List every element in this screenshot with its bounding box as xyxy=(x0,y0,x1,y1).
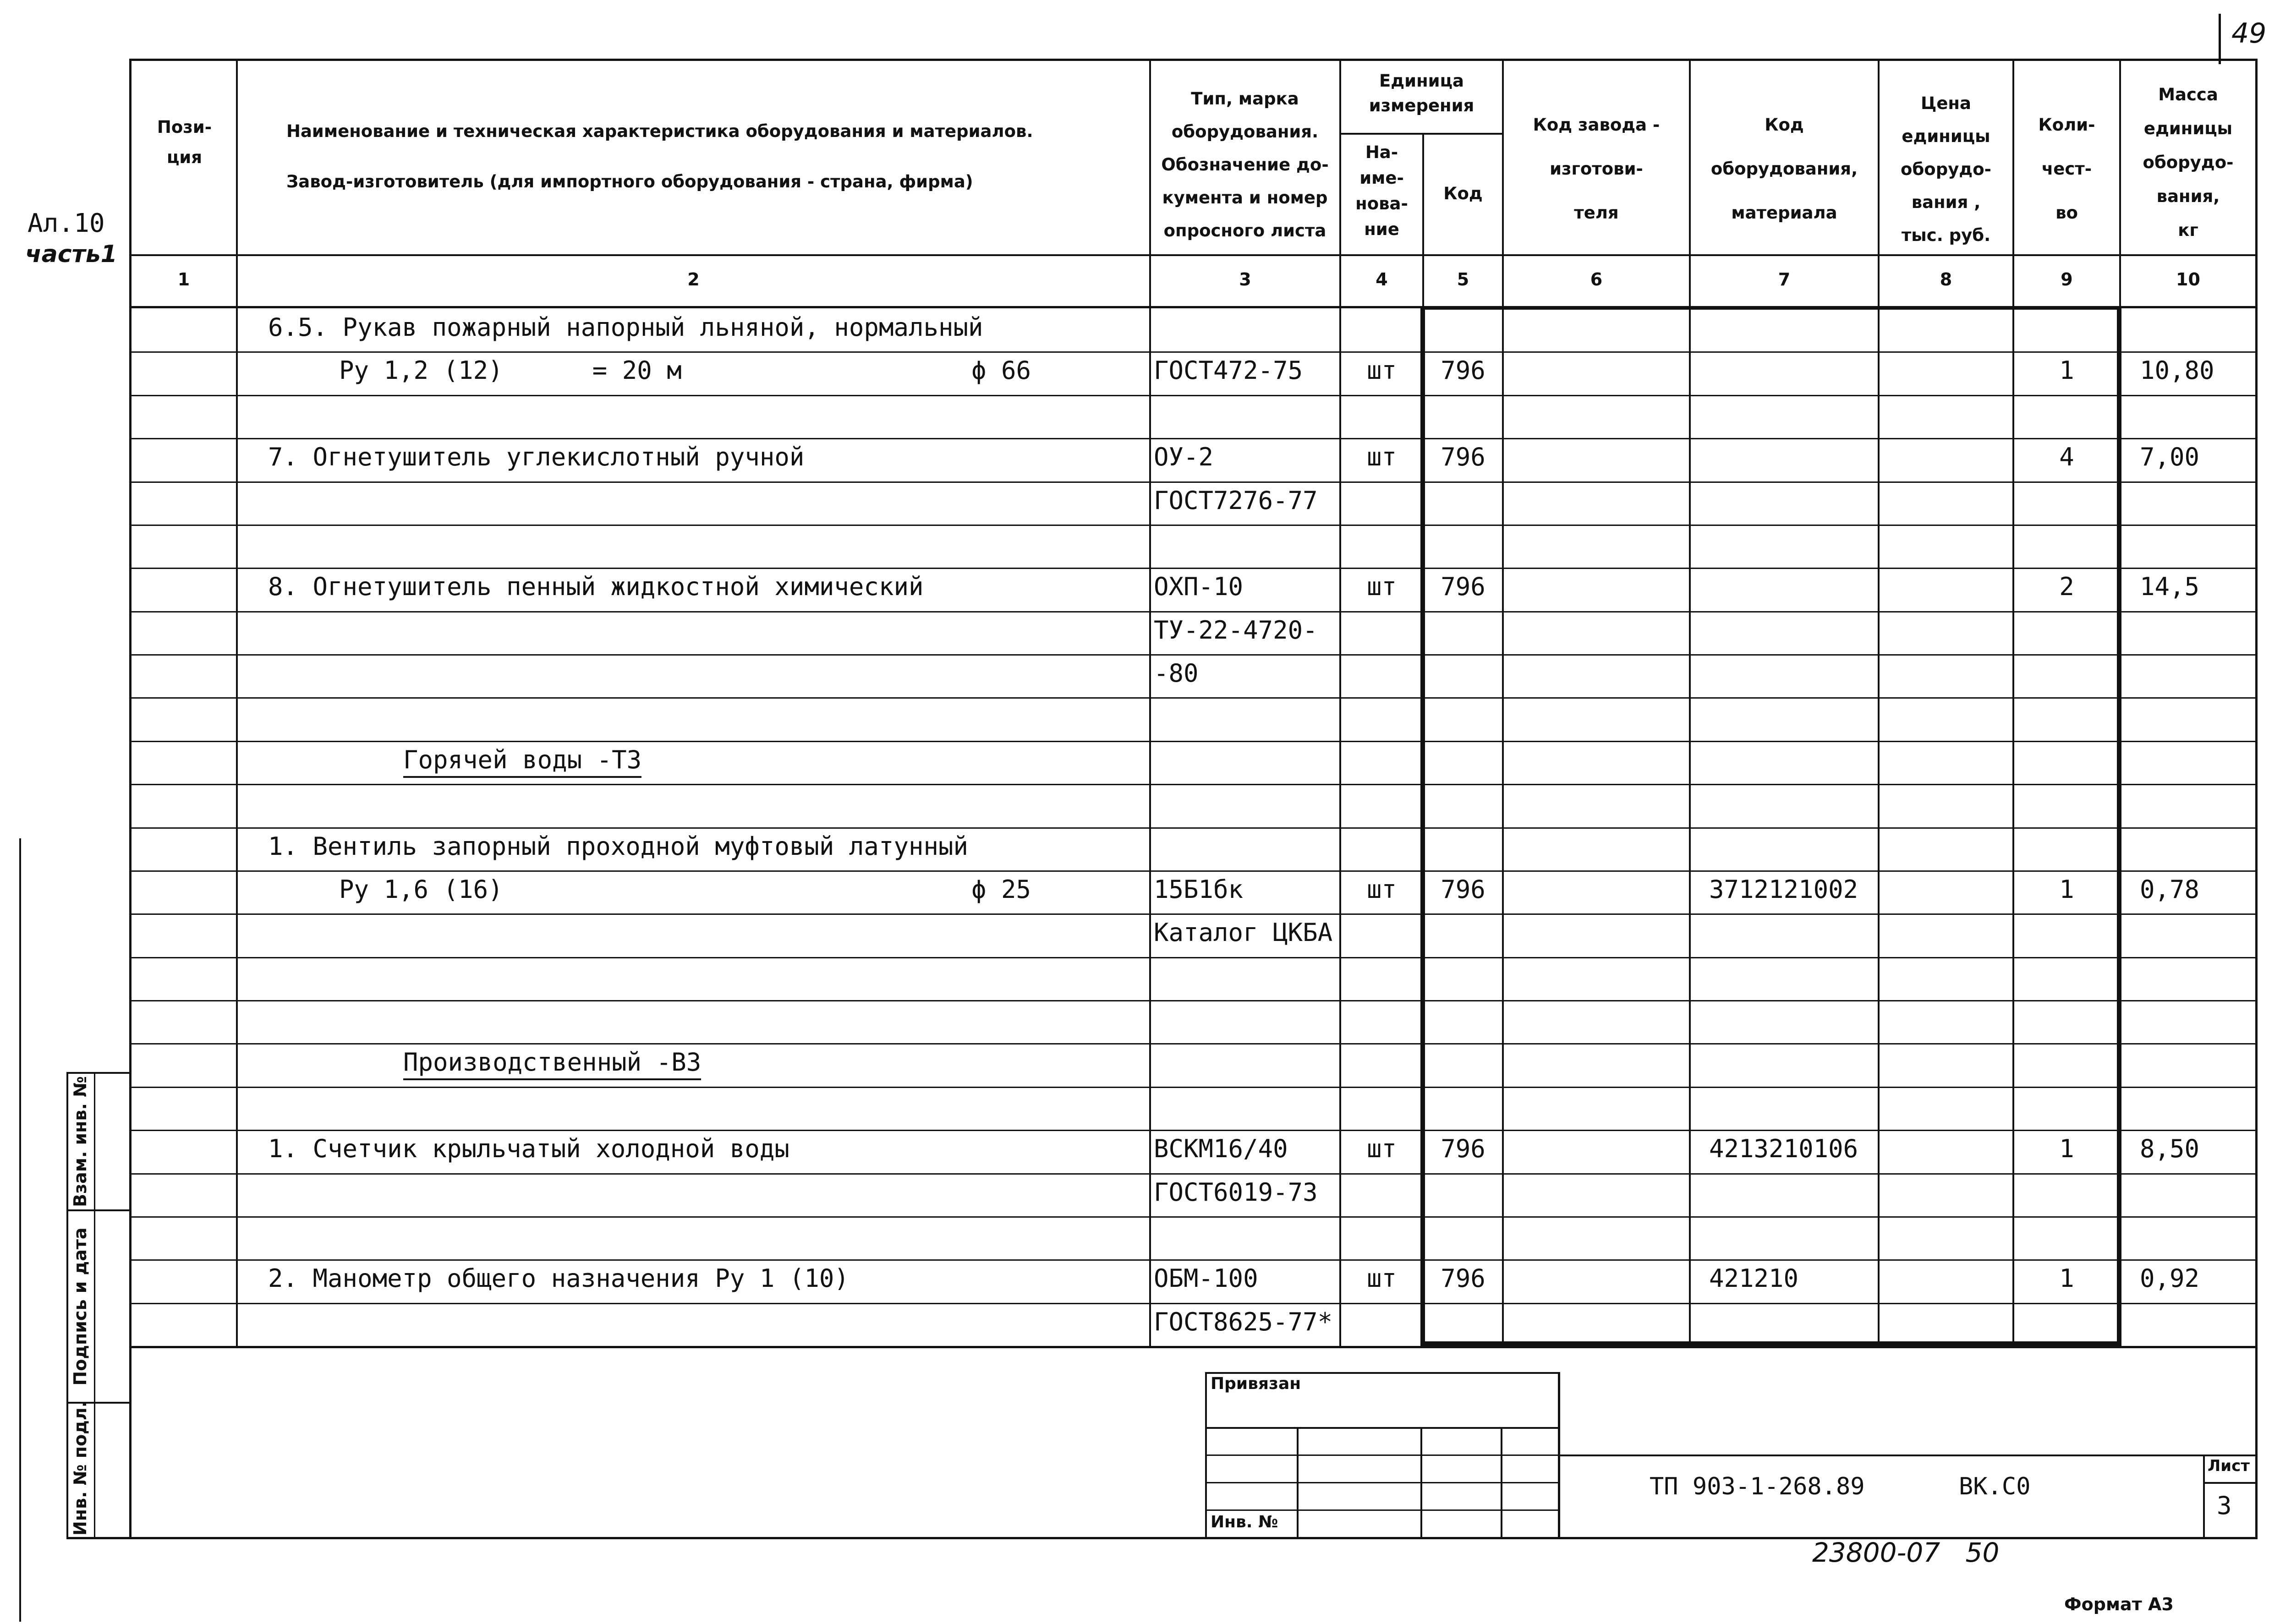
cell-unit: шт xyxy=(1366,356,1397,385)
colnum-10: 10 xyxy=(2176,269,2200,290)
page-number: 49 xyxy=(2231,17,2267,49)
colnum-6: 6 xyxy=(1590,269,1603,290)
document-number: ТП 903-1-268.89 xyxy=(1650,1473,1865,1500)
stamp-inv-label: Инв. № xyxy=(1211,1513,1278,1531)
stamp-signature-date: Подпись и дата xyxy=(70,1227,90,1386)
cell-qty: 2 xyxy=(2059,572,2074,601)
cell-mass: 8,50 xyxy=(2140,1134,2200,1163)
header-unit-name: На- име- нова- ние xyxy=(1355,142,1408,239)
header-position: Пози- ция xyxy=(157,117,212,167)
cell-type: ТУ-22-4720- xyxy=(1154,616,1318,645)
cell-name: 7. Огнетушитель углекислотный ручной xyxy=(268,443,805,471)
cell-type: Каталог ЦКБА xyxy=(1154,918,1333,947)
stamp-privyazan: Привязан xyxy=(1211,1374,1301,1393)
cell-equip: 3712121002 xyxy=(1709,875,1858,904)
cell-unit: шт xyxy=(1366,1134,1397,1163)
colnum-1: 1 xyxy=(177,269,190,290)
colnum-9: 9 xyxy=(2061,269,2073,290)
header-type: Тип, марка оборудования. Обозначение до- кумента и номер опросного листа xyxy=(1161,89,1329,241)
cell-name: 8. Огнетушитель пенный жидкостной химический xyxy=(268,572,924,601)
cell-equip: 421210 xyxy=(1709,1264,1799,1293)
cell-code: 796 xyxy=(1441,1264,1485,1293)
colnum-4: 4 xyxy=(1376,269,1388,290)
colnum-8: 8 xyxy=(1940,269,1952,290)
header-unit-code: Код xyxy=(1443,184,1483,203)
cell-name: 1. Вентиль запорный проходной муфтовый латунный xyxy=(268,832,969,861)
header-name: Наименование и техническая характеристика оборудования и материалов. Завод-изготовитель (для импортного оборудования - страна, фирма) xyxy=(286,121,1033,191)
header-price: Цена единицы оборудо- вания , тыс. руб. xyxy=(1901,93,1991,245)
cell-name: 1. Счетчик крыльчатый холодной воды xyxy=(268,1134,789,1163)
cell-mass: 14,5 xyxy=(2140,572,2200,601)
cell-type: ОБМ-100 xyxy=(1154,1264,1258,1293)
cell-unit: шт xyxy=(1366,875,1397,904)
cell-qty: 1 xyxy=(2059,1264,2074,1293)
cell-type: ВСКМ16/40 xyxy=(1154,1134,1288,1163)
cell-type: ГОСТ8625-77* xyxy=(1154,1307,1333,1336)
header-mass: Масса единицы оборудо- вания, кг xyxy=(2143,85,2234,240)
header-unit-group: Единица измерения xyxy=(1369,71,1474,115)
cell-mass: 7,00 xyxy=(2140,443,2200,471)
cell-qty: 1 xyxy=(2059,875,2074,904)
document-mark: ВК.С0 xyxy=(1959,1473,2031,1500)
colnum-5: 5 xyxy=(1457,269,1469,290)
cell-mass: 0,92 xyxy=(2140,1264,2200,1293)
part-label: часть1 xyxy=(25,241,117,268)
cell-qty: 4 xyxy=(2059,443,2074,471)
colnum-2: 2 xyxy=(687,269,700,290)
album-label: Ал.10 xyxy=(27,208,105,238)
cell-type: ГОСТ6019-73 xyxy=(1154,1178,1318,1207)
cell-code: 796 xyxy=(1441,572,1485,601)
cell-code: 796 xyxy=(1441,875,1485,904)
cell-dia: ϕ 66 xyxy=(971,356,1031,385)
header-quantity: Коли- чест- во xyxy=(2038,115,2095,223)
handwritten-number: 23800-07 50 xyxy=(1812,1537,2000,1568)
sheet-label: Лист xyxy=(2208,1457,2250,1475)
cell-qty: 1 xyxy=(2059,1134,2074,1163)
section-heading: Производственный -В3 xyxy=(403,1048,701,1077)
colnum-7: 7 xyxy=(1778,269,1791,290)
cell-unit: шт xyxy=(1366,443,1397,471)
cell-mass: 0,78 xyxy=(2140,875,2200,904)
cell-name: Ру 1,2 (12) = 20 м xyxy=(339,356,682,385)
colnum-3: 3 xyxy=(1239,269,1251,290)
cell-unit: шт xyxy=(1366,1264,1397,1293)
cell-qty: 1 xyxy=(2059,356,2074,385)
cell-name: 6.5. Рукав пожарный напорный льняной, нормальный xyxy=(268,313,983,342)
header-factory-code: Код завода - изготови- теля xyxy=(1533,115,1660,223)
cell-unit: шт xyxy=(1366,572,1397,601)
cell-code: 796 xyxy=(1441,443,1485,471)
cell-name: 2. Манометр общего назначения Ру 1 (10) xyxy=(268,1264,849,1293)
cell-mass: 10,80 xyxy=(2140,356,2214,385)
cell-type: ОУ-2 xyxy=(1154,443,1214,471)
section-heading: Горячей воды -Т3 xyxy=(403,745,641,774)
cell-code: 796 xyxy=(1441,1134,1485,1163)
cell-type: 15Б1бк xyxy=(1154,875,1244,904)
format-label: Формат А3 xyxy=(2064,1594,2174,1614)
cell-code: 796 xyxy=(1441,356,1485,385)
stamp-original-inv: Инв. № подл. xyxy=(70,1400,90,1536)
sheet-number: 3 xyxy=(2217,1491,2232,1520)
cell-name: Ру 1,6 (16) xyxy=(339,875,503,904)
cell-equip: 4213210106 xyxy=(1709,1134,1858,1163)
header-equipment-code: Код оборудования, материала xyxy=(1710,115,1858,223)
cell-dia: ϕ 25 xyxy=(971,875,1031,904)
cell-type: -80 xyxy=(1154,659,1199,688)
stamp-replacement-inv: Взам. инв. № xyxy=(70,1076,90,1207)
cell-type: ГОСТ7276-77 xyxy=(1154,486,1318,515)
cell-type: ОХП-10 xyxy=(1154,572,1244,601)
cell-type: ГОСТ472-75 xyxy=(1154,356,1303,385)
